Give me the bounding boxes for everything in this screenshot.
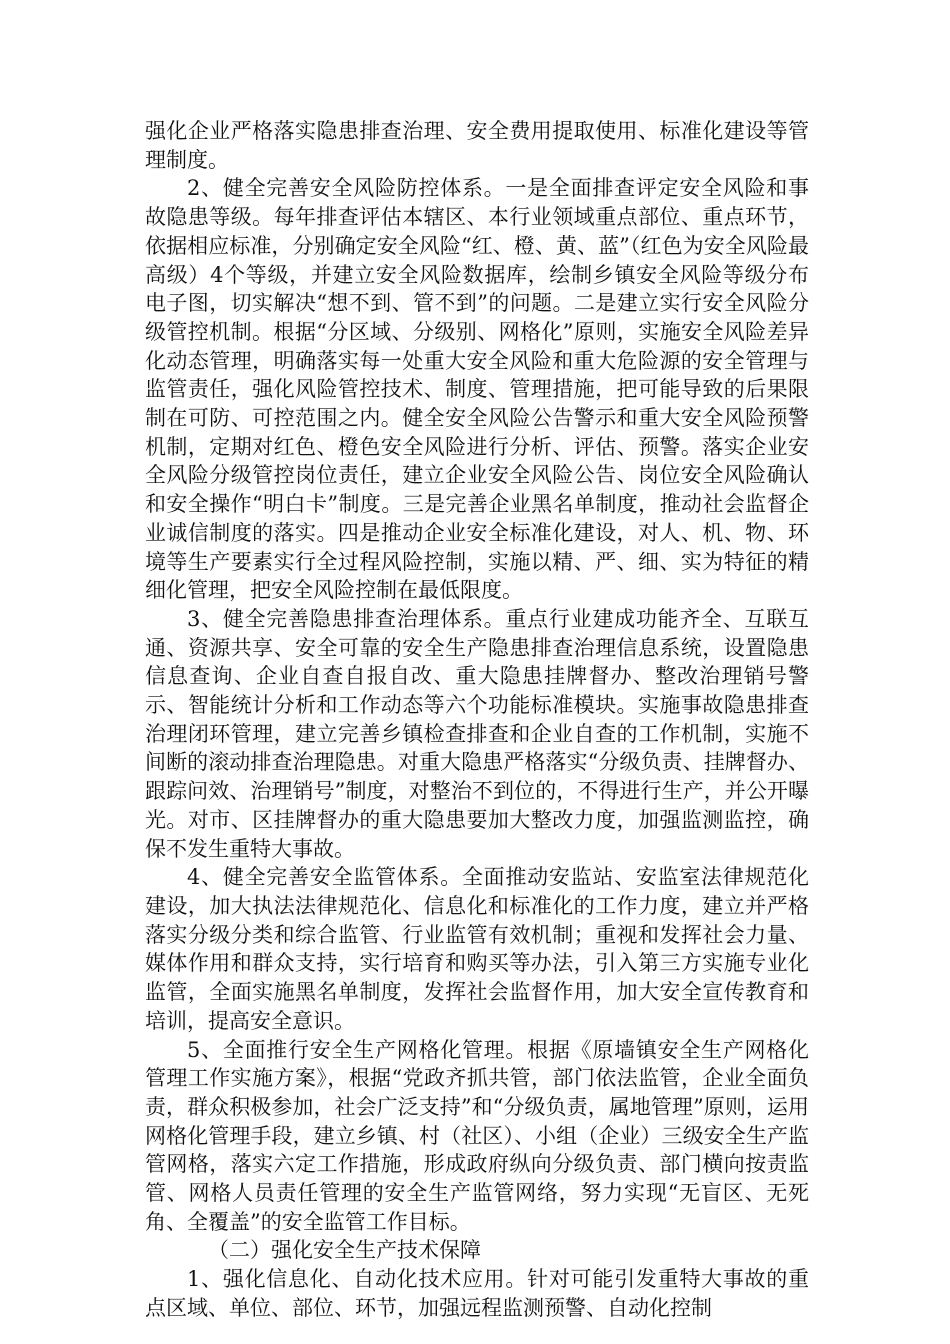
document-page — [145, 117, 809, 1323]
paragraph-3: 3、健全完善隐患排查治理体系。重点行业建成功能齐全、互联互通、资源共享、安全可靠的安全生产隐患排查治理信息系统，设置隐患信息查询、企业自查自报自改、重大隐患挂牌督办、整改治理销号警示、智能统计分析和工作动态等六个功能标准模块。实施事故隐患排查治理闭环管理，建立完善乡镇检查排查和企业自查的工作机制，实施不间断的滚动排查治理隐患。对重大隐患严格落实“分级负责、挂牌督办、跟踪问效、治理销号”制度，对整治不到位的，不得进行生产，并公开曝光。对市、区挂牌督办的重大隐患要加大整改力度，加强监测监控，确保不发生重特大事故。 — [145, 606, 809, 861]
paragraph-2: 2、健全完善安全风险防控体系。一是全面排查评定安全风险和事故隐患等级。每年排查评估本辖区、本行业领域重点部位、重点环节，依据相应标准，分别确定安全风险“红、橙、黄、蓝”（红色为安全风险最高级）4个等级，并建立安全风险数据库，绘制乡镇安全风险等级分布电子图，切实解决“想不到、管不到”的问题。二是建立实行安全风险分级管控机制。根据“分区域、分级别、网格化”原则，实施安全风险差异化动态管理，明确落实每一处重大安全风险和重大危险源的安全管理与监管责任，强化风险管控技术、制度、管理措施，把可能导致的后果限制在可防、可控范围之内。健全安全风险公告警示和重大安全风险预警机制，定期对红色、橙色安全风险进行分析、评估、预警。落实企业安全风险分级管控岗位责任，建立企业安全风险公告、岗位安全风险确认和安全操作“明白卡”制度。三是完善企业黑名单制度，推动社会监督企业诚信制度的落实。四是推动企业安全标准化建设，对人、机、物、环境等生产要素实行全过程风险控制，实施以精、严、细、实为特征的精细化管理，把安全风险控制在最低限度。 — [145, 176, 809, 603]
paragraph-5: 5、全面推行安全生产网格化管理。根据《原墙镇安全生产网格化管理工作实施方案》，根据“党政齐抓共管，部门依法监管，企业全面负责，群众积极参加，社会广泛支持”和“分级负责，属地管理”原则，运用网格化管理手段，建立乡镇、村（社区）、小组（企业）三级安全生产监管网格，落实六定工作措施，形成政府纵向分级负责、部门横向按责监管、网格人员责任管理的安全生产监管网络，努力实现“无盲区、无死角、全覆盖”的安全监管工作目标。 — [145, 1037, 809, 1234]
section-heading: （二）强化安全生产技术保障 — [208, 1238, 481, 1263]
paragraph-1: 强化企业严格落实隐患排查治理、安全费用提取使用、标准化建设等管理制度。 — [145, 119, 809, 172]
paragraph-6: 1、强化信息化、自动化技术应用。针对可能引发重特大事故的重点区域、单位、部位、环节，加强远程监测预警、自动化控制 — [145, 1267, 809, 1320]
paragraph-4: 4、健全完善安全监管体系。全面推动安监站、安监室法律规范化建设，加大执法法律规范化、信息化和标准化的工作力度，建立并严格落实分级分类和综合监管、行业监管有效机制；重视和发挥社会力量、媒体作用和群众支持，实行培育和购买等办法，引入第三方实施专业化监管，全面实施黑名单制度，发挥社会监督作用，加大安全宣传教育和培训，提高安全意识。 — [145, 865, 809, 1033]
